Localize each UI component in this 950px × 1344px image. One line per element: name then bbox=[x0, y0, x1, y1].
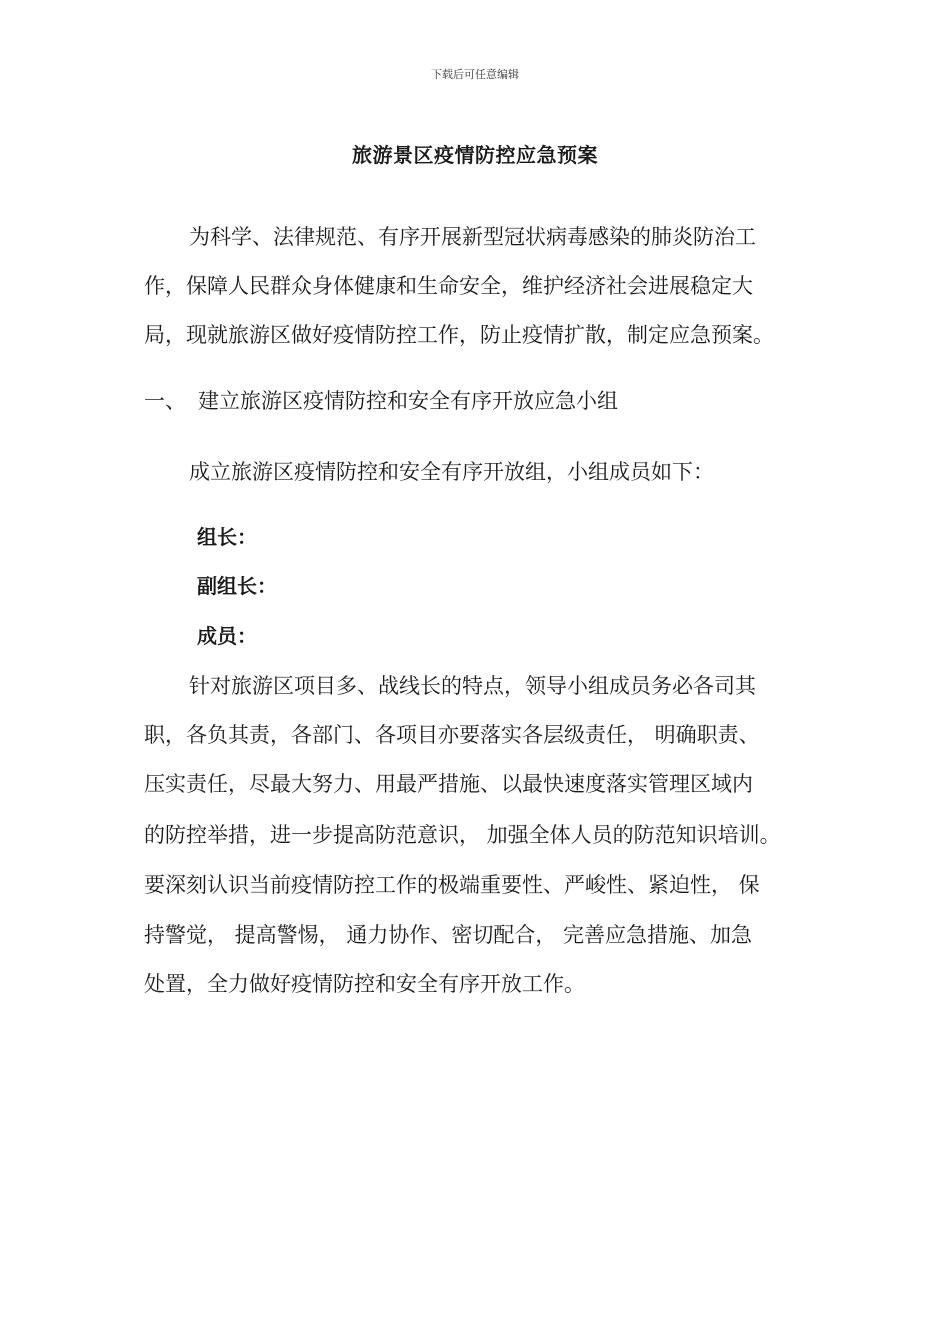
body-line: 持警觉， 提高警惕， 通力协作、密切配合， 完善应急措施、加急 bbox=[144, 923, 753, 947]
intro-line: 为科学、法律规范、有序开展新型冠状病毒感染的肺炎防治工 bbox=[189, 225, 756, 249]
role-deputy-leader: 副组长： bbox=[197, 574, 277, 598]
document-title: 旅游景区疫情防控应急预案 bbox=[352, 143, 598, 167]
section-number: 一、 bbox=[144, 389, 186, 413]
role-leader: 组长： bbox=[197, 525, 257, 549]
intro-line: 作，保障人民群众身体健康和生命安全，维护经济社会进展稳定大 bbox=[144, 274, 753, 298]
body-line: 要深刻认识当前疫情防控工作的极端重要性、严峻性、紧迫性， 保 bbox=[144, 873, 760, 897]
page-header: 下载后可任意编辑 bbox=[431, 68, 519, 81]
role-members: 成员： bbox=[197, 624, 257, 648]
body-line: 处置，全力做好疫情防控和安全有序开放工作。 bbox=[144, 972, 585, 996]
body-line: 的防控举措，进一步提高防范意识， 加强全体人员的防范知识培训。 bbox=[144, 823, 781, 847]
section-heading: 建立旅游区疫情防控和安全有序开放应急小组 bbox=[198, 389, 618, 413]
intro-line: 局，现就旅游区做好疫情防控工作，防止疫情扩散，制定应急预案。 bbox=[144, 323, 774, 347]
group-intro: 成立旅游区疫情防控和安全有序开放组，小组成员如下： bbox=[189, 460, 714, 484]
body-line: 针对旅游区项目多、战线长的特点，领导小组成员务必各司其 bbox=[189, 674, 756, 698]
body-line: 压实责任，尽最大努力、用最严措施、以最快速度落实管理区域内 bbox=[144, 772, 753, 796]
body-line: 职，各负其责，各部门、各项目亦要落实各层级责任， 明确职责、 bbox=[144, 723, 760, 747]
